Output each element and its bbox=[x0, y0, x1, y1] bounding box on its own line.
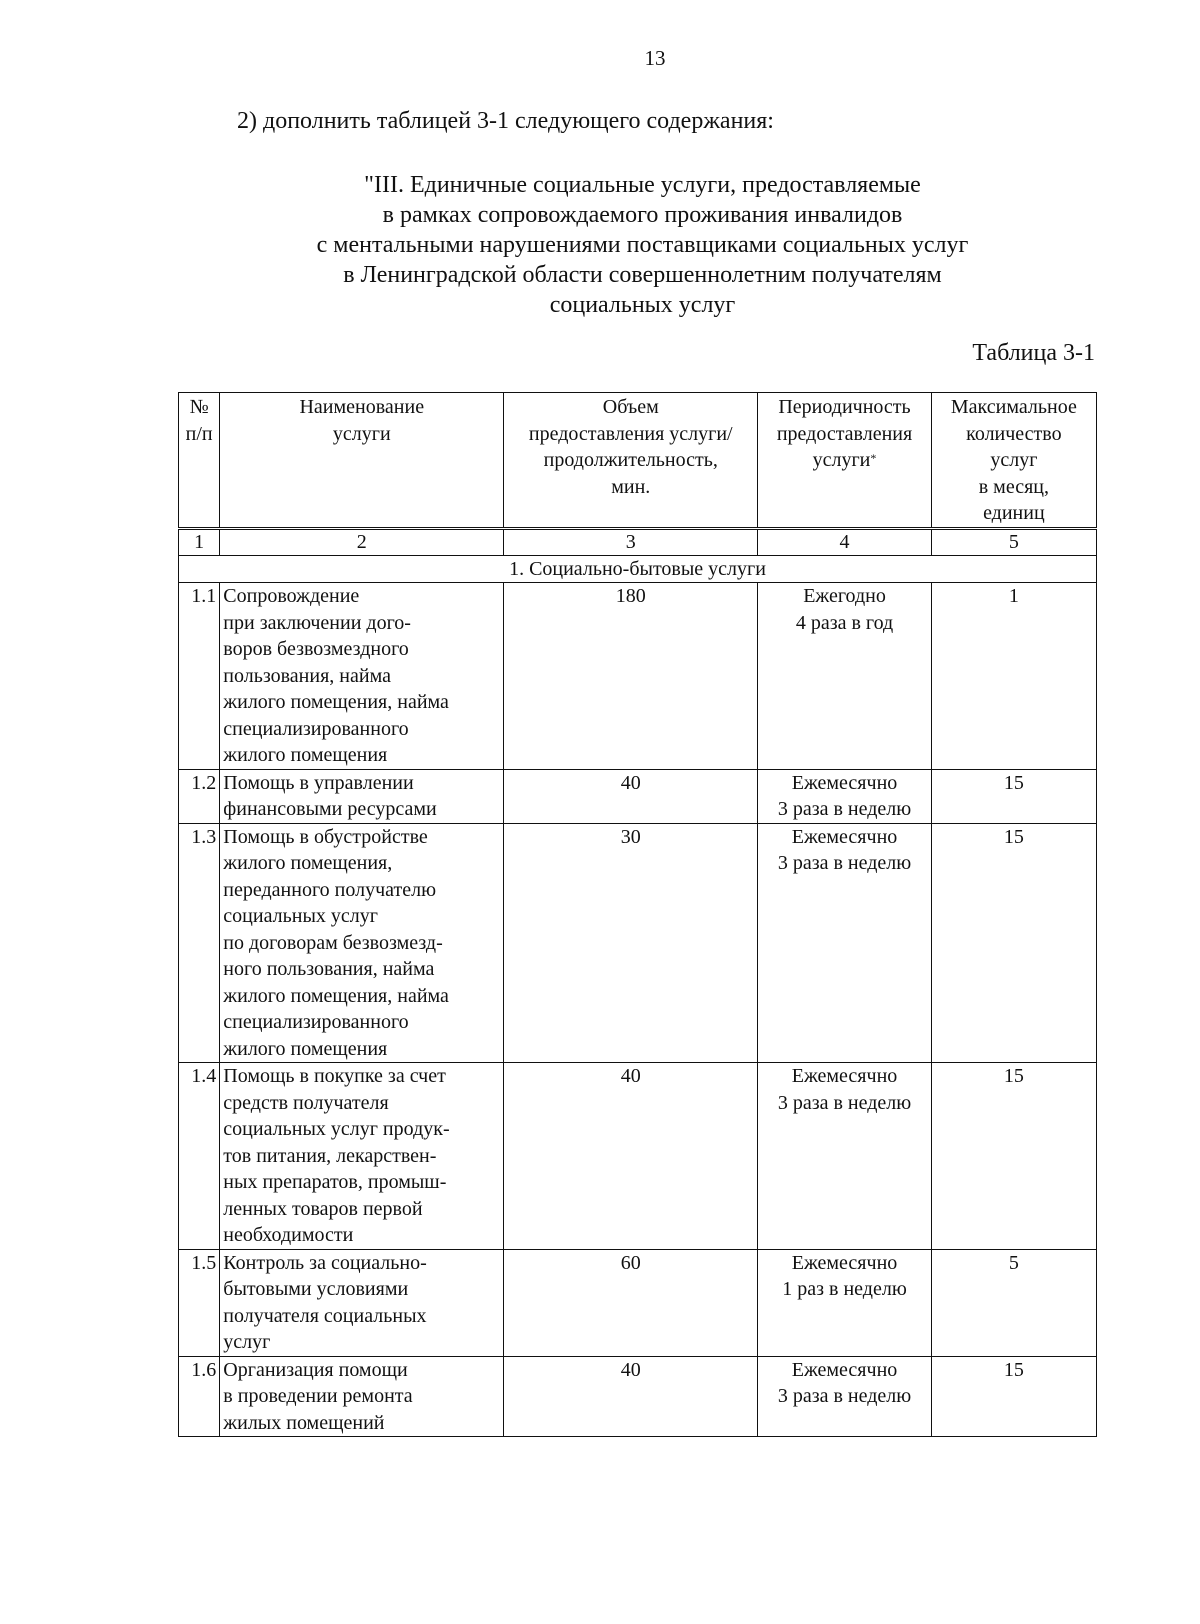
service-name: Помощь в покупке за счет средств получателя социальных услуг продук- тов питания, лекарствен- ных препаратов, промыш- ленных товаров первой необходимости bbox=[220, 1063, 504, 1250]
service-max: 15 bbox=[931, 823, 1096, 1063]
row-number: 1.4 bbox=[179, 1063, 220, 1250]
service-periodicity: Ежегодно 4 раза в год bbox=[758, 583, 931, 770]
row-number: 1.5 bbox=[179, 1249, 220, 1356]
service-max: 1 bbox=[931, 583, 1096, 770]
table-caption: Таблица 3-1 bbox=[972, 340, 1095, 366]
table-row bbox=[179, 769, 1097, 823]
section-row bbox=[179, 555, 1097, 583]
service-volume: 40 bbox=[504, 1356, 758, 1437]
header-max: Максимальное количество услуг в месяц, единиц bbox=[931, 393, 1096, 529]
section-title: 1. Социально-бытовые услуги bbox=[179, 555, 1097, 583]
row-number: 1.3 bbox=[179, 823, 220, 1063]
service-name: Помощь в обустройстве жилого помещения, переданного получателю социальных услуг по договорам безвозмезд- ного пользования, найма жилого помещения, найма специализированного жилого помещения bbox=[220, 823, 504, 1063]
service-name: Сопровождение при заключении дого- воров безвозмездного пользования, найма жилого помещения, найма специализированного жилого помещения bbox=[220, 583, 504, 770]
column-number: 5 bbox=[931, 528, 1096, 555]
service-max: 15 bbox=[931, 1356, 1096, 1437]
service-periodicity: Ежемесячно 3 раза в неделю bbox=[758, 1356, 931, 1437]
heading-line: с ментальными нарушениями поставщиками социальных услуг bbox=[316, 232, 969, 258]
header-row bbox=[179, 393, 1097, 529]
service-volume: 60 bbox=[504, 1249, 758, 1356]
column-number: 4 bbox=[758, 528, 931, 555]
table-row bbox=[179, 1063, 1097, 1250]
service-periodicity: Ежемесячно 3 раза в неделю bbox=[758, 823, 931, 1063]
page-number: 13 bbox=[644, 46, 666, 70]
service-periodicity: Ежемесячно 1 раз в неделю bbox=[758, 1249, 931, 1356]
heading-line: "III. Единичные социальные услуги, предоставляемые bbox=[364, 172, 921, 198]
column-number-row bbox=[179, 528, 1097, 555]
service-volume: 180 bbox=[504, 583, 758, 770]
service-volume: 40 bbox=[504, 769, 758, 823]
service-name: Помощь в управлении финансовыми ресурсами bbox=[220, 769, 504, 823]
row-number: 1.2 bbox=[179, 769, 220, 823]
table-row bbox=[179, 583, 1097, 770]
service-max: 15 bbox=[931, 1063, 1096, 1250]
service-periodicity: Ежемесячно 3 раза в неделю bbox=[758, 769, 931, 823]
service-max: 15 bbox=[931, 769, 1096, 823]
table-row bbox=[179, 1356, 1097, 1437]
column-number: 2 bbox=[220, 528, 504, 555]
footnote-mark: * bbox=[870, 451, 877, 465]
table-row bbox=[179, 1249, 1097, 1356]
row-number: 1.6 bbox=[179, 1356, 220, 1437]
service-max: 5 bbox=[931, 1249, 1096, 1356]
column-number: 1 bbox=[179, 528, 220, 555]
header-name: Наименование услуги bbox=[220, 393, 504, 529]
service-periodicity: Ежемесячно 3 раза в неделю bbox=[758, 1063, 931, 1250]
intro-text: 2) дополнить таблицей 3-1 следующего содержания: bbox=[237, 108, 774, 134]
header-volume: Объем предоставления услуги/ продолжительность, мин. bbox=[504, 393, 758, 529]
service-name: Контроль за социально- бытовыми условиями получателя социальных услуг bbox=[220, 1249, 504, 1356]
heading-line: в Ленинградской области совершеннолетним получателям bbox=[343, 262, 942, 288]
section-heading bbox=[180, 170, 1105, 320]
service-volume: 30 bbox=[504, 823, 758, 1063]
heading-line: социальных услуг bbox=[549, 292, 736, 318]
service-volume: 40 bbox=[504, 1063, 758, 1250]
service-name: Организация помощи в проведении ремонта жилых помещений bbox=[220, 1356, 504, 1437]
column-number: 3 bbox=[504, 528, 758, 555]
heading-line: в рамках сопровождаемого проживания инвалидов bbox=[382, 202, 903, 228]
header-periodicity: Периодичность предоставления услуги* bbox=[758, 393, 931, 529]
header-num: № п/п bbox=[179, 393, 220, 529]
services-table bbox=[178, 392, 1097, 1437]
row-number: 1.1 bbox=[179, 583, 220, 770]
table-row bbox=[179, 823, 1097, 1063]
